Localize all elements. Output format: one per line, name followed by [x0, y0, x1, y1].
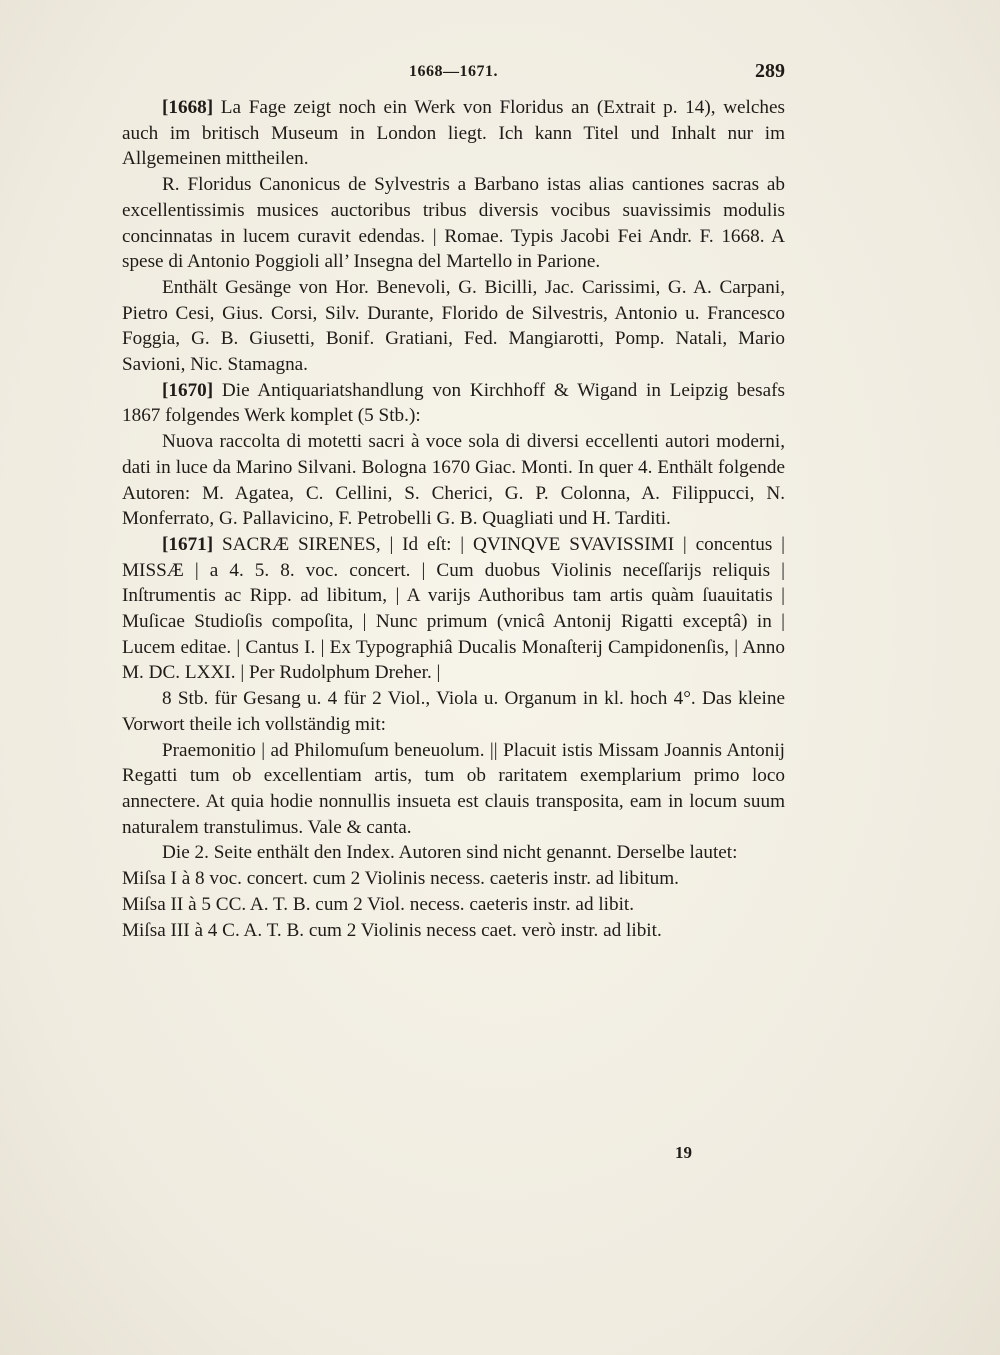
index-list-item: Miſsa III à 4 C. A. T. B. cum 2 Violinis necess caet. verò instr. ad libit.	[122, 919, 662, 941]
paragraph-text: Praemonitio | ad Philomuſum beneuolum. || Placuit istis Missam Joannis Antonij Regatti tum ob excellentiam artis, tum ob raritatem exemplarium primo loco annectere. At quia hodie nonnullis insueta est clauis transposita, eam in locum suum naturalem transtulimus. Vale & canta.	[122, 739, 785, 838]
paragraph-text: Die 2. Seite enthält den Index. Autoren sind nicht genannt. Derselbe lautet:	[162, 842, 738, 864]
paragraph-text: La Fage zeigt noch ein Werk von Floridus an (Extrait p. 14), welches auch im britisch Museum in London liegt. Ich kann Titel und Inhalt nur im Allgemeinen mittheilen.	[122, 97, 785, 170]
page-header	[122, 60, 785, 86]
paragraph	[122, 840, 785, 866]
paragraph-text: R. Floridus Canonicus de Sylvestris a Barbano istas alias cantiones sacras ab excellentissimis musices auctoribus tribus diversis vocibus suavissimis modulis concinnatas in lucem curavit edendas. | Romae. Typis Jacobi Fei Andr. F. 1668. A spese di Antonio Poggioli all’ Insegna del Martello in Parione.	[122, 174, 785, 273]
paragraph-text: SACRÆ SIRENES, | Id eſt: | QVINQVE SVAVISSIMI | concentus | MISSÆ | a 4. 5. 8. voc. concert. | Cum duobus Violinis neceſſarijs reliquis | Inſtrumentis ac Ripp. ad libitum, | A varijs Authoribus tam artis quàm ſuauitatis | Muſicae Studioſis compoſita, | Nunc primum (vnicâ Antonij Rigatti exceptâ) in | Lucem editae. | Cantus I. | Ex Typographiâ Ducalis Monaſterij Campidonenſis, | Anno M. DC. LXXI. | Per Rudolphum Dreher. |	[122, 533, 785, 684]
paragraph-text: 8 Stb. für Gesang u. 4 für 2 Viol., Viola u. Organum in kl. hoch 4°. Das kleine Vorwort theile ich vollständig mit:	[122, 688, 785, 735]
page-number: 289	[755, 60, 785, 82]
body-text	[122, 95, 785, 943]
entry-number: [1670]	[162, 379, 214, 401]
paragraph-text: Enthält Gesänge von Hor. Benevoli, G. Bicilli, Jac. Carissimi, G. A. Carpani, Pietro Cesi, Gius. Corsi, Silv. Durante, Florido de Silvestris, Antonio u. Francesco Foggia, G. B. Giusetti, Bonif. Gratiani, Fed. Mangiarotti, Pomp. Natali, Mario Savioni, Nic. Stamagna.	[122, 276, 785, 376]
signature-mark: 19	[675, 1143, 692, 1162]
paragraph	[122, 738, 785, 841]
paragraph-text: Die Antiquariatshandlung von Kirchhoff & Wigand in Leipzig besafs 1867 folgendes Werk komplet (5 Stb.):	[122, 379, 785, 427]
entry-number: [1671]	[162, 533, 214, 555]
entry-1670	[122, 378, 785, 429]
entry-1668	[122, 95, 785, 172]
entry-number: [1668]	[162, 97, 214, 118]
index-list-item: Miſsa I à 8 voc. concert. cum 2 Violinis necess. caeteris instr. ad libitum.	[122, 868, 679, 890]
index-list-item: Miſsa II à 5 CC. A. T. B. cum 2 Viol. necess. caeteris instr. ad libit.	[122, 893, 635, 915]
paragraph-text: Nuova raccolta di motetti sacri à voce sola di diversi eccellenti autori moderni, dati in luce da Marino Silvani. Bologna 1670 Giac. Monti. In quer 4. Enthält folgende Autoren: M. Agatea, C. Cellini, S. Cherici, G. P. Colonna, A. Filippucci, N. Monferrato, G. Pallavicino, F. Petrobelli G. B. Quagliati und H. Tarditi.	[122, 431, 785, 530]
paragraph	[122, 429, 785, 532]
paragraph	[122, 275, 785, 378]
paragraph	[122, 686, 785, 737]
running-head: 1668—1671.	[409, 63, 498, 80]
paragraph	[122, 172, 785, 275]
entry-1671	[122, 532, 785, 686]
